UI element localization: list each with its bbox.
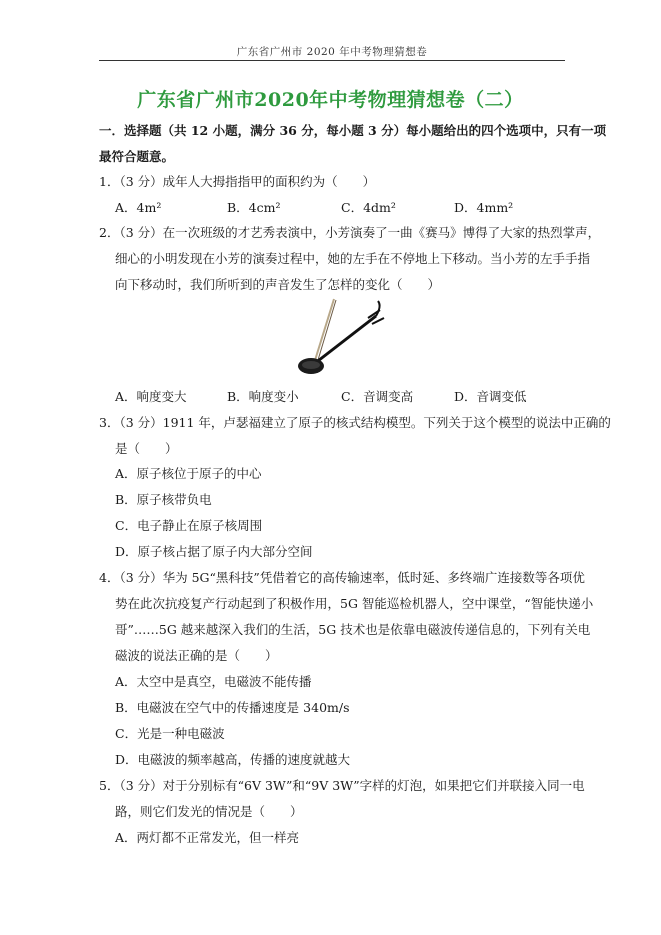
header-divider	[99, 60, 565, 61]
section-heading-line-1: 一．选择题（共 12 小题，满分 36 分，每小题 3 分）每小题给出的四个选项中，只有一项	[99, 123, 607, 138]
question-4-stem-line-3: 哥”……5G 越来越深入我们的生活，5G 技术也是依靠电磁波传递信息的，下列有关电	[115, 622, 591, 637]
section-heading-line-2: 最符合题意。	[99, 149, 175, 164]
question-5-stem-line-1: 5．（3 分）对于分别标有“6V 3W”和“9V 3W”字样的灯泡，如果把它们并联接入同一电	[99, 778, 585, 793]
question-3-option-b: B．原子核带负电	[115, 492, 212, 507]
question-1-option-a: A．4m²	[115, 200, 162, 215]
question-2-stem-line-2: 细心的小明发现在小芳的演奏过程中，她的左手在不停地上下移动。当小芳的左手手指	[115, 251, 591, 266]
question-1-option-b: B．4cm²	[227, 200, 281, 215]
question-3-option-a: A．原子核位于原子的中心	[115, 466, 262, 481]
question-3-stem-line-1: 3．（3 分）1911 年，卢瑟福建立了原子的核式结构模型。下列关于这个模型的说法中正确的	[99, 415, 611, 430]
question-4-option-a: A．太空中是真空，电磁波不能传播	[115, 674, 312, 689]
question-5-option-a: A．两灯都不正常发光，但一样亮	[115, 830, 300, 845]
question-2-option-c: C．音调变高	[341, 389, 414, 404]
question-1-option-d: D．4mm²	[454, 200, 514, 215]
question-4-option-d: D．电磁波的频率越高，传播的速度就越大	[115, 752, 351, 767]
question-4-stem-line-4: 磁波的说法正确的是（ ）	[115, 648, 278, 663]
question-4-stem-line-1: 4．（3 分）华为 5G“黑科技”凭借着它的高传输速率，低时延、多终端广连接数等各项优	[99, 570, 585, 585]
running-header: 广东省广州市 2020 年中考物理猜想卷	[236, 46, 428, 58]
question-2-option-d: D．音调变低	[454, 389, 527, 404]
question-3-option-d: D．原子核占据了原子内大部分空间	[115, 544, 313, 559]
question-1-stem: 1．（3 分）成年人大拇指指甲的面积约为（ ）	[99, 174, 376, 189]
question-2-stem-line-1: 2．（3 分）在一次班级的才艺秀表演中，小芳演奏了一曲《赛马》博得了大家的热烈掌声，	[99, 225, 601, 240]
question-4-stem-line-2: 势在此次抗疫复产行动起到了积极作用，5G 智能巡检机器人，空中课堂，“智能快递小	[115, 596, 594, 611]
question-4-option-c: C．光是一种电磁波	[115, 726, 225, 741]
question-5-stem-line-2: 路，则它们发光的情况是（ ）	[115, 804, 303, 819]
question-2-stem-line-3: 向下移动时，我们所听到的声音发生了怎样的变化（ ）	[115, 277, 441, 292]
page-title: 广东省广州市2020年中考物理猜想卷（二）	[137, 89, 524, 111]
question-1-option-c: C．4dm²	[341, 200, 396, 215]
question-4-option-b: B．电磁波在空气中的传播速度是 340m/s	[115, 700, 350, 715]
question-3-stem-line-2: 是（ ）	[115, 441, 178, 456]
question-3-option-c: C．电子静止在原子核周围	[115, 518, 263, 533]
question-2-option-b: B．响度变小	[227, 389, 299, 404]
erhu-icon	[290, 296, 390, 378]
question-2-option-a: A．响度变大	[115, 389, 187, 404]
